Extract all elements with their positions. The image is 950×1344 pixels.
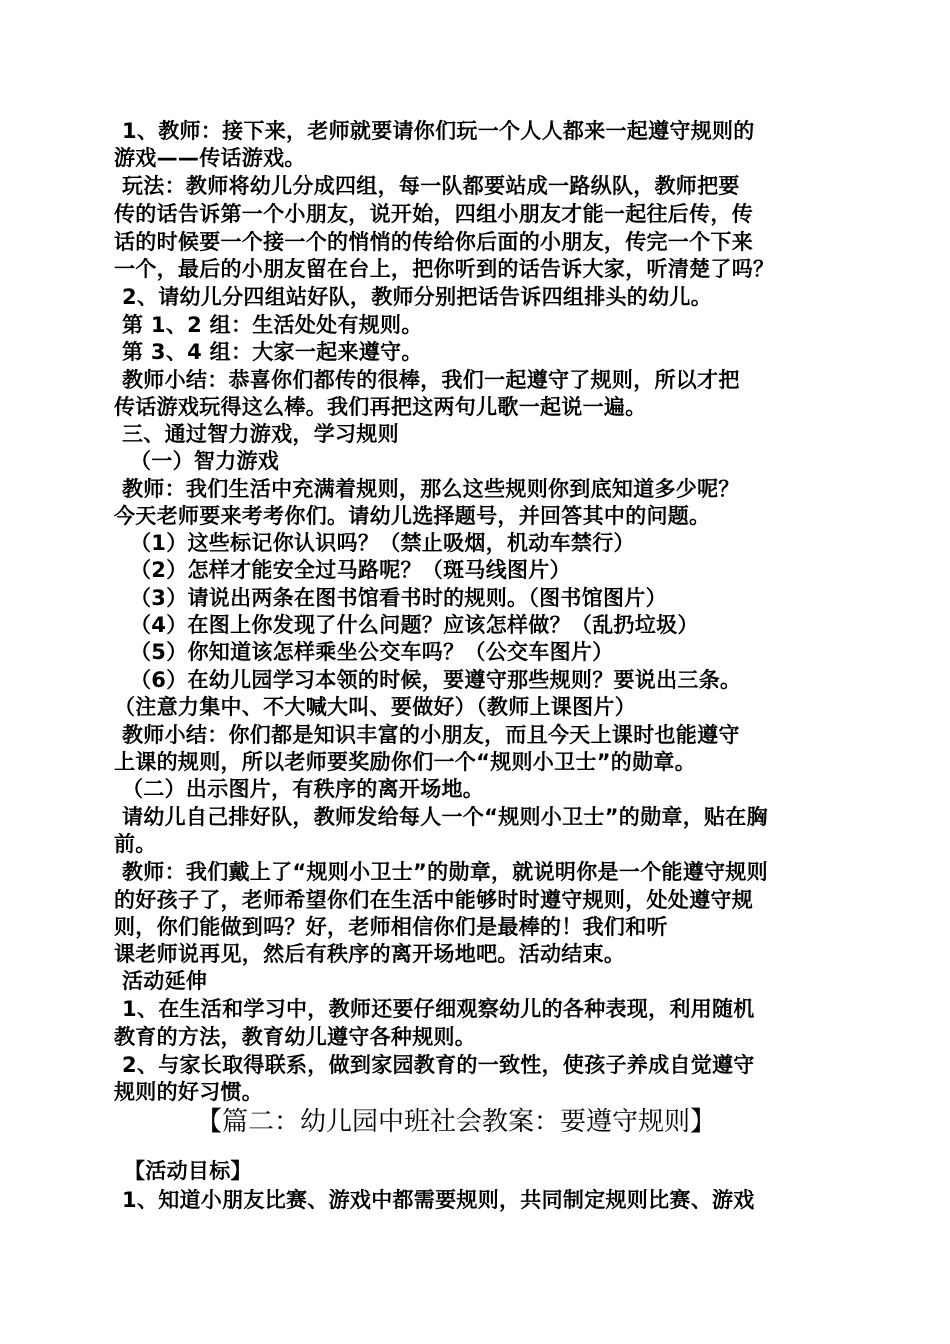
text-line: 2、请幼儿分四组站好队，教师分别把话告诉四组排头的幼儿。	[122, 285, 713, 309]
section-subheading: 三、通过智力游戏，学习规则	[122, 422, 399, 446]
text-line: 规则的好习惯。	[114, 1080, 264, 1104]
list-item: （6）在幼儿园学习本领的时候，要遵守那些规则？要说出三条。	[130, 668, 742, 692]
list-item: （4）在图上你发现了什么问题？应该怎样做？（乱扔垃圾）	[130, 613, 699, 637]
text-line: 教师小结：你们都是知识丰富的小朋友，而且今天上课时也能遵守	[122, 723, 740, 747]
text-line: （注意力集中、不大喊大叫、要做好）（教师上课图片）	[114, 695, 636, 719]
text-line: 前。	[114, 832, 157, 856]
text-line: 2、与家长取得联系，做到家园教育的一致性，使孩子养成自觉遵守	[122, 1053, 755, 1077]
text-line: 话的时候要一个接一个的悄悄的传给你后面的小朋友，传完一个下来	[114, 230, 753, 254]
section-heading: 【篇二：幼儿园中班社会教案：要遵守规则】	[196, 1107, 717, 1137]
text-line: 第 1、2 组：生活处处有规则。	[122, 313, 423, 337]
text-line: 1、在生活和学习中，教师还要仔细观察幼儿的各种表现，利用随机	[122, 997, 755, 1021]
text-line: 1、教师：接下来，老师就要请你们玩一个人人都来一起遵守规则的	[122, 119, 755, 143]
text-line: 传话游戏玩得这么棒。我们再把这两句儿歌一起说一遍。	[114, 395, 647, 419]
text-line: 教师：我们生活中充满着规则，那么这些规则你到底知道多少呢？	[122, 477, 740, 501]
section-subheading: 【活动目标】	[124, 1159, 252, 1183]
text-line: 的好孩子了，老师希望你们在生活中能够时时遵守规则，处处遵守规	[114, 888, 753, 912]
text-line: 今天老师要来考考你们。请幼儿选择题号，并回答其中的问题。	[114, 504, 711, 528]
section-subheading: 活动延伸	[122, 969, 208, 993]
text-line: 教师：我们戴上了“规则小卫士”的勋章，就说明你是一个能遵守规则	[122, 860, 768, 884]
section-subheading: （一）智力游戏	[130, 449, 280, 473]
list-item: （2）怎样才能安全过马路呢？（斑马线图片）	[130, 558, 571, 582]
list-item: （3）请说出两条在图书馆看书时的规则。（图书馆图片）	[130, 586, 667, 610]
text-line: 玩法：教师将幼儿分成四组，每一队都要站成一路纵队，教师把要	[122, 174, 740, 198]
text-line: 1、知道小朋友比赛、游戏中都需要规则，共同制定规则比赛、游戏	[122, 1188, 755, 1212]
text-line: 一个，最后的小朋友留在台上，把你听到的话告诉大家，听清楚了吗？	[114, 257, 775, 281]
text-line: 上课的规则，所以老师要奖励你们一个“规则小卫士”的勋章。	[114, 750, 697, 774]
list-item: （1）这些标记你认识吗？（禁止吸烟，机动车禁行）	[130, 531, 635, 555]
text-line: 教师小结：恭喜你们都传的很棒，我们一起遵守了规则，所以才把	[122, 368, 740, 392]
section-subheading: （二）出示图片，有秩序的离开场地。	[122, 777, 485, 801]
text-line: 传的话告诉第一个小朋友，说开始，四组小朋友才能一起往后传，传	[114, 202, 753, 226]
text-line: 游戏——传话游戏。	[114, 146, 306, 170]
text-line: 则，你们能做到吗？好，老师相信你们是最棒的！我们和听	[114, 915, 668, 939]
text-line: 第 3、4 组：大家一起来遵守。	[122, 340, 423, 364]
text-line: 课老师说再见，然后有秩序的离开场地吧。活动结束。	[114, 942, 626, 966]
text-line: 请幼儿自己排好队，教师发给每人一个“规则小卫士”的勋章，贴在胸	[122, 805, 768, 829]
text-line: 教育的方法，教育幼儿遵守各种规则。	[114, 1025, 477, 1049]
list-item: （5）你知道该怎样乘坐公交车吗？（公交车图片）	[130, 640, 614, 664]
